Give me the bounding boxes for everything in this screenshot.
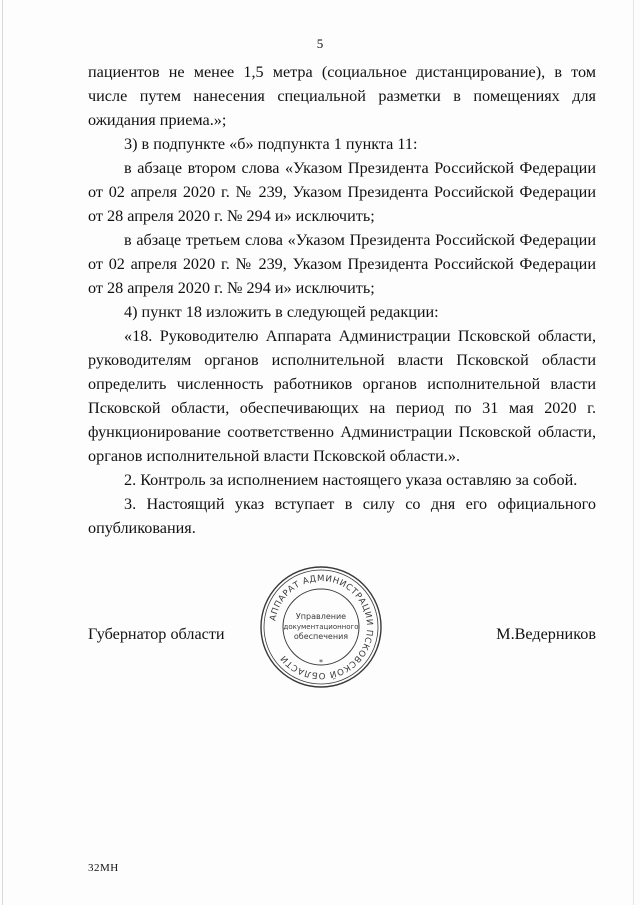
stamp-ring-text: АППАРАТ АДМИНИСТРАЦИИ ПСКОВСКОЙ ОБЛАСТИ xyxy=(268,573,375,681)
stamp-star: * xyxy=(319,658,323,667)
paragraph: 3) в подпункте «б» подпункта 1 пункта 11: xyxy=(124,135,418,153)
paragraph: 4) пункт 18 изложить в следующей редакции: xyxy=(124,303,439,321)
paragraph: 2. Контроль за исполнением настоящего указа оставляю за собой. xyxy=(124,471,578,489)
paragraph: пациентов не менее 1,5 метра (социальное дистанцирование), в том числе путем нанесения специальной разметки в помещениях для ожидания приема.»; xyxy=(88,63,596,129)
scan-edge xyxy=(633,0,634,905)
page-number: 5 xyxy=(316,36,324,51)
stamp-center-line: обеспечения xyxy=(293,632,349,641)
signatory-position: Губернатор области xyxy=(88,625,225,643)
scan-edge xyxy=(2,0,3,905)
stamp-center-line: документационного xyxy=(283,623,359,631)
paragraph: 3. Настоящий указ вступает в силу со дня его официального опубликования. xyxy=(88,495,596,537)
paragraph: «18. Руководителю Аппарата Администрации Псковской области, руководителям органов исполнительной власти Псковской области определить численность работников органов исполнительной власти Псковской области, обеспечивающих на период по 31 мая 2020 г. функционирование соответственно Администрации Псковской области, органов исполнительной власти Псковской области.». xyxy=(88,327,596,465)
paragraph: в абзаце третьем слова «Указом Президента Российской Федерации от 02 апреля 2020 г. № 239, Указом Президента Российской Федерации от 28 апреля 2020 г. № 294 и» исключить; xyxy=(88,231,596,297)
document-body xyxy=(88,60,596,540)
signatory-name: М.Ведерников xyxy=(496,625,596,643)
official-stamp xyxy=(257,563,385,691)
stamp-center-line: Управление xyxy=(295,612,347,621)
paragraph: в абзаце втором слова «Указом Президента Российской Федерации от 02 апреля 2020 г. № 239, Указом Президента Российской Федерации от 28 апреля 2020 г. № 294 и» исключить; xyxy=(88,159,596,225)
document-code: 32МН xyxy=(88,862,119,874)
stamp-seal xyxy=(257,563,385,691)
